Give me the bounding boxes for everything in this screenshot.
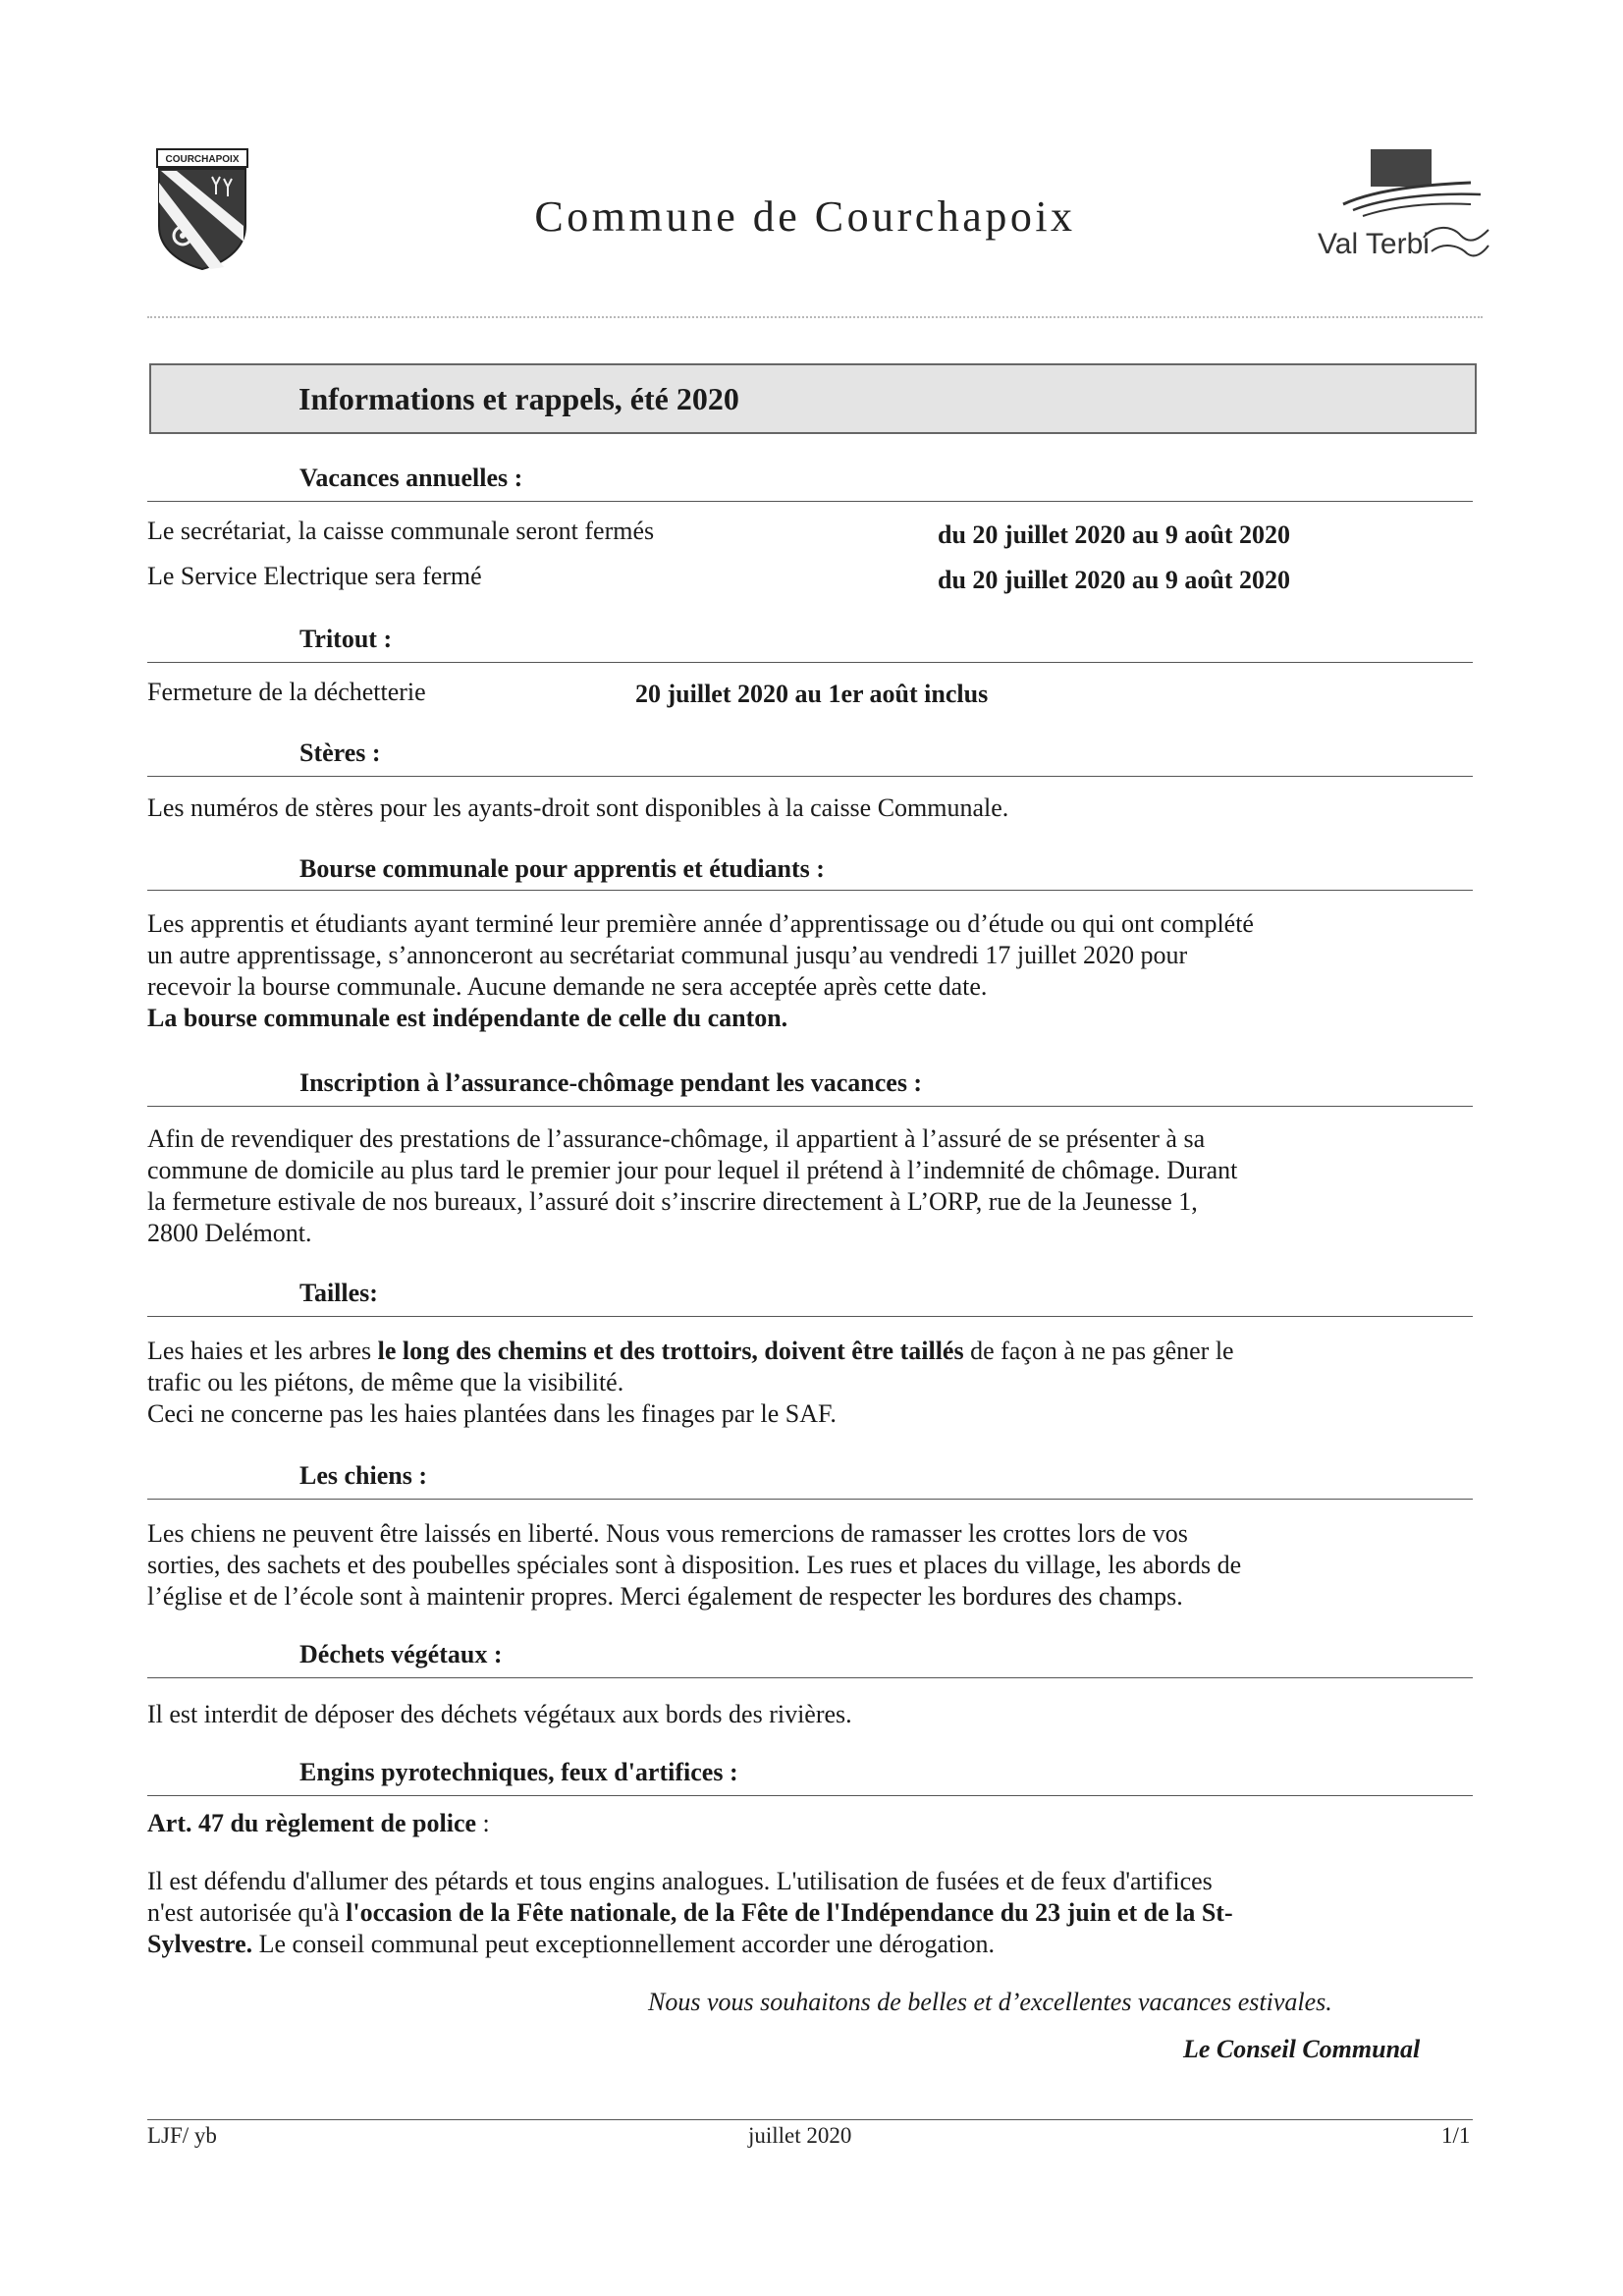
footer-divider: [147, 2119, 1473, 2120]
text-line: [147, 1897, 1483, 1929]
section-heading-tritout: Tritout :: [299, 625, 393, 653]
text-run-bold: Sylvestre.: [147, 1930, 253, 1958]
section-heading-chiens: Les chiens :: [299, 1461, 427, 1490]
vacances-row-dates: du 20 juillet 2020 au 9 août 2020: [938, 566, 1290, 594]
bourse-paragraph: [147, 908, 1483, 1034]
tritout-label: Fermeture de la déchetterie: [147, 678, 426, 706]
crest-label: COURCHAPOIX: [165, 154, 240, 165]
text-line: Ceci ne concerne pas les haies plantées dans les finages par le SAF.: [147, 1399, 837, 1428]
crest-shield-icon: [155, 147, 249, 271]
text-run-bold: Art. 47 du règlement de police: [147, 1809, 477, 1837]
section-rule: [147, 1795, 1473, 1796]
section-heading-pyro: Engins pyrotechniques, feux d'artifices :: [299, 1758, 738, 1786]
banner-title: Informations et rappels, été 2020: [298, 381, 739, 416]
text-run: :: [476, 1809, 490, 1837]
signature: Le Conseil Communal: [1183, 2035, 1421, 2063]
text-line: Il est défendu d'allumer des pétards et tous engins analogues. L'utilisation de fusées et de feux d'artifices: [147, 1867, 1213, 1895]
vacances-row-dates: du 20 juillet 2020 au 9 août 2020: [938, 520, 1290, 549]
pyro-paragraph: [147, 1866, 1483, 1960]
section-rule: [147, 1106, 1473, 1107]
text-line: [147, 1929, 1483, 1960]
text-run: n'est autorisée qu'à: [147, 1898, 347, 1927]
text-line: sorties, des sachets et des poubelles spéciales sont à disposition. Les rues et places du village, les abords de: [147, 1551, 1242, 1579]
tailles-paragraph: [147, 1336, 1483, 1430]
text-line: Les apprentis et étudiants ayant terminé leur première année d’apprentissage ou d’étude ou qui ont complété: [147, 909, 1254, 938]
footer-date: juillet 2020: [748, 2123, 852, 2148]
header-divider: [147, 316, 1483, 318]
section-heading-chomage: Inscription à l’assurance-chômage pendant les vacances :: [299, 1068, 923, 1097]
text-line: Les chiens ne peuvent être laissés en liberté. Nous vous remercions de ramasser les crottes lors de vos: [147, 1519, 1188, 1548]
section-rule: [147, 1677, 1473, 1678]
coat-of-arms-logo: [155, 147, 249, 271]
text-line: Afin de revendiquer des prestations de l’assurance-chômage, il appartient à l’assuré de se présenter à sa: [147, 1124, 1206, 1153]
dechets-text: Il est interdit de déposer des déchets végétaux aux bords des rivières.: [147, 1700, 852, 1728]
section-rule: [147, 776, 1473, 777]
text-line: recevoir la bourse communale. Aucune demande ne sera acceptée après cette date.: [147, 972, 988, 1001]
title-banner: [149, 363, 1477, 434]
page-title: Commune de Courchapoix: [534, 192, 1076, 241]
text-run-bold: l'occasion de la Fête nationale, de la Fête de l'Indépendance du 23 juin et de la St-: [346, 1898, 1233, 1927]
chiens-paragraph: [147, 1518, 1483, 1613]
text-line: trafic ou les piétons, de même que la visibilité.: [147, 1368, 624, 1396]
text-run: Le conseil communal peut exceptionnellement accorder une dérogation.: [252, 1930, 995, 1958]
vacances-row-label: Le Service Electrique sera fermé: [147, 562, 482, 590]
closing-wish: Nous vous souhaitons de belles et d’excellentes vacances estivales.: [648, 1988, 1332, 2016]
text-line: [147, 1336, 1483, 1367]
footer-page-number: 1/1: [1441, 2123, 1471, 2148]
text-line: commune de domicile au plus tard le premier jour pour lequel il prétend à l’indemnité de chômage. Durant: [147, 1156, 1238, 1184]
section-heading-bourse: Bourse communale pour apprentis et étudiants :: [299, 854, 825, 883]
tritout-dates: 20 juillet 2020 au 1er août inclus: [635, 680, 989, 708]
footer-reference: LJF/ yb: [147, 2123, 217, 2148]
section-rule: [147, 662, 1473, 663]
section-rule: [147, 890, 1473, 891]
text-run-bold: le long des chemins et des trottoirs, doivent être taillés: [377, 1337, 964, 1365]
vacances-row-label: Le secrétariat, la caisse communale seront fermés: [147, 517, 655, 545]
text-run: de façon à ne pas gêner le: [963, 1337, 1234, 1365]
steres-text: Les numéros de stères pour les ayants-droit sont disponibles à la caisse Communale.: [147, 793, 1009, 822]
text-run: Les haies et les arbres: [147, 1337, 378, 1365]
section-heading-steres: Stères :: [299, 738, 381, 767]
section-heading-vacances: Vacances annuelles :: [299, 464, 523, 492]
val-terbi-wordmark: Val Terbi: [1318, 228, 1430, 260]
section-heading-dechets: Déchets végétaux :: [299, 1640, 503, 1668]
text-line: un autre apprentissage, s’annonceront au secrétariat communal jusqu’au vendredi 17 juillet 2020 pour: [147, 941, 1188, 969]
text-line: l’église et de l’école sont à maintenir propres. Merci également de respecter les bordures des champs.: [147, 1582, 1183, 1611]
text-line: la fermeture estivale de nos bureaux, l’assuré doit s’inscrire directement à L’ORP, rue de la Jeunesse 1,: [147, 1187, 1198, 1216]
chomage-paragraph: [147, 1123, 1483, 1249]
pyro-article-ref: [147, 1809, 490, 1838]
section-rule: [147, 1316, 1473, 1317]
section-rule: [147, 1499, 1473, 1500]
section-heading-tailles: Tailles:: [299, 1279, 378, 1307]
section-rule: [147, 501, 1473, 502]
text-line-bold: La bourse communale est indépendante de celle du canton.: [147, 1004, 788, 1032]
text-line: 2800 Delémont.: [147, 1219, 312, 1247]
